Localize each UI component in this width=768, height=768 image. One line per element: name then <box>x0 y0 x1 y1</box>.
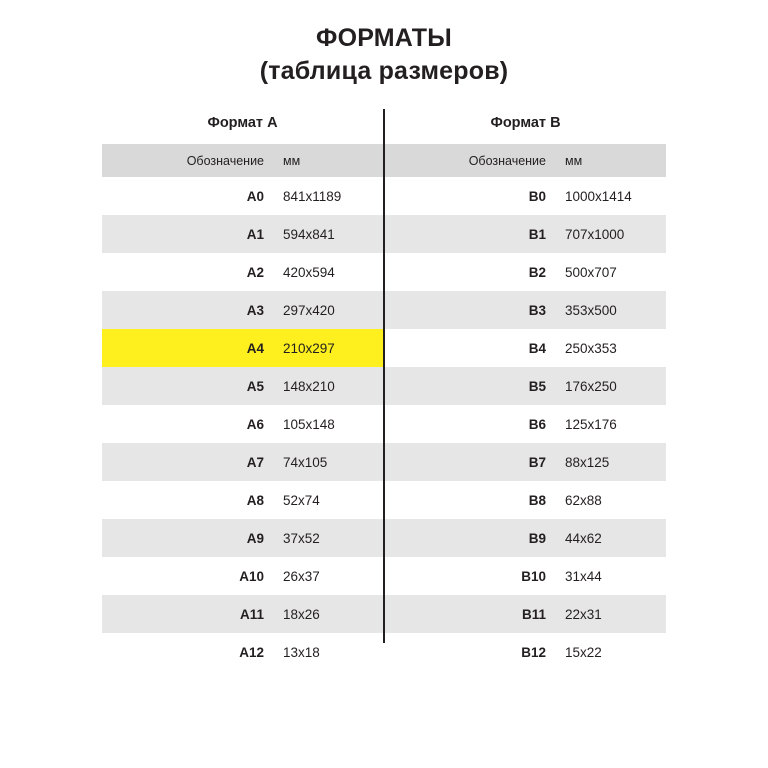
group-header-b: Формат В <box>384 109 666 144</box>
cell-code-a: A12 <box>102 633 274 671</box>
cell-size-a: 74x105 <box>274 443 384 481</box>
cell-code-a: A3 <box>102 291 274 329</box>
cell-size-a: 297x420 <box>274 291 384 329</box>
cell-size-b: 176x250 <box>556 367 666 405</box>
cell-size-b: 88x125 <box>556 443 666 481</box>
cell-code-b: B9 <box>384 519 556 557</box>
cell-code-b: B11 <box>384 595 556 633</box>
col-header-size-a: мм <box>274 144 384 177</box>
cell-code-a: A1 <box>102 215 274 253</box>
cell-code-a: A7 <box>102 443 274 481</box>
cell-size-b: 353x500 <box>556 291 666 329</box>
cell-size-b: 31x44 <box>556 557 666 595</box>
formats-table-wrap <box>102 88 666 671</box>
cell-size-a: 420x594 <box>274 253 384 291</box>
cell-code-a: A2 <box>102 253 274 291</box>
cell-code-a: A6 <box>102 405 274 443</box>
cell-size-b: 707x1000 <box>556 215 666 253</box>
cell-code-a: A0 <box>102 177 274 215</box>
title-line-1: ФОРМАТЫ <box>316 24 452 52</box>
cell-size-a: 210x297 <box>274 329 384 367</box>
cell-code-a: A5 <box>102 367 274 405</box>
cell-code-b: B4 <box>528 340 546 356</box>
cell-code-b: B5 <box>384 367 556 405</box>
col-header-size-b: мм <box>556 144 666 177</box>
cell-code-b: B10 <box>384 557 556 595</box>
cell-size-a: 13x18 <box>274 633 384 671</box>
cell-size-a: 105x148 <box>274 405 384 443</box>
cell-code-b: B12 <box>384 633 556 671</box>
column-divider <box>383 109 385 643</box>
cell-code-b: B2 <box>384 253 556 291</box>
cell-size-b: 22x31 <box>556 595 666 633</box>
cell-size-a: 26x37 <box>274 557 384 595</box>
cell-size-b: 1000x1414 <box>556 177 666 215</box>
cell-code-b: B8 <box>384 481 556 519</box>
cell-code-b: B3 <box>384 291 556 329</box>
cell-size-a: 52x74 <box>274 481 384 519</box>
cell-size-b: 44x62 <box>556 519 666 557</box>
cell-size-a: 18x26 <box>274 595 384 633</box>
cell-size-b: 62x88 <box>556 481 666 519</box>
cell-size-a: 37x52 <box>274 519 384 557</box>
cell-size-a: 594x841 <box>274 215 384 253</box>
cell-size-a: 841x1189 <box>274 177 384 215</box>
cell-code-b: B0 <box>384 177 556 215</box>
cell-size-b: 15x22 <box>556 633 666 671</box>
cell-size-a: 148x210 <box>274 367 384 405</box>
cell-code-a: A4 <box>102 329 274 367</box>
cell-code-a: A9 <box>102 519 274 557</box>
title-line-2: (таблица размеров) <box>259 57 509 85</box>
cell-code-a: A11 <box>102 595 274 633</box>
cell-size-b: 250x353 <box>565 340 617 356</box>
col-header-code-a: Обозначение <box>102 144 274 177</box>
cell-code-b: B6 <box>384 405 556 443</box>
cell-code-b: B7 <box>384 443 556 481</box>
cell-code-a: A8 <box>102 481 274 519</box>
cell-size-b: 125x176 <box>556 405 666 443</box>
cell-code-a: A10 <box>102 557 274 595</box>
cell-code-b: B1 <box>384 215 556 253</box>
col-header-code-b: Обозначение <box>384 144 556 177</box>
cell-size-b: 500x707 <box>556 253 666 291</box>
page-title <box>0 0 768 88</box>
group-header-a: Формат А <box>102 109 384 144</box>
